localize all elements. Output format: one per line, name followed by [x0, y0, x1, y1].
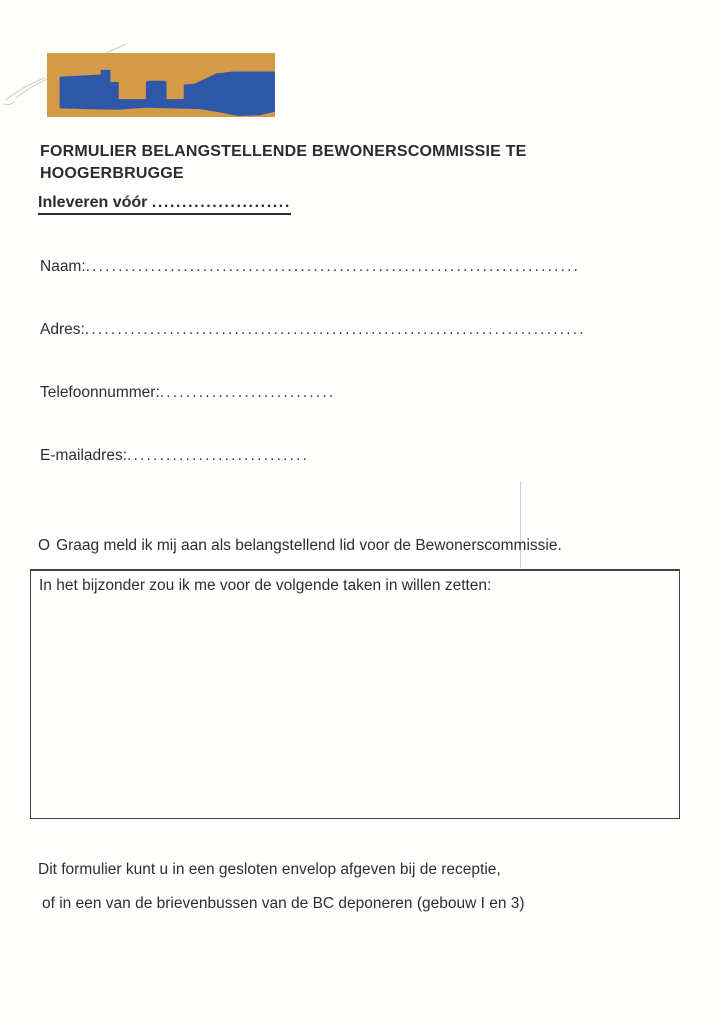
- adres-dotted-line: .............................................................................: [84, 321, 586, 338]
- membership-option-line: [38, 536, 562, 555]
- field-row-naam: [40, 257, 580, 276]
- form-title-line1: FORMULIER BELANGSTELLENDE BEWONERSCOMMISSIE TE: [40, 143, 527, 160]
- naam-dotted-line: ............................................................................: [85, 258, 581, 275]
- membership-option-text: Graag meld ik mij aan als belangstellend lid voor de Bewonerscommissie.: [56, 537, 562, 554]
- telefoonnummer-label: Telefoonnummer:: [40, 384, 160, 401]
- telefoonnummer-dotted-line: ...........................: [159, 384, 336, 401]
- deadline-dotted-line: .......................: [151, 194, 291, 211]
- deadline-line: [38, 193, 291, 215]
- tasks-writein-box: [30, 569, 680, 819]
- footer-instruction-line1: Dit formulier kunt u in een gesloten envelop afgeven bij de receptie,: [38, 861, 501, 878]
- field-row-telefoonnummer: [40, 383, 335, 402]
- form-title: [40, 141, 527, 185]
- field-row-adres: [40, 320, 586, 339]
- footer-instruction-line2: of in een van de brievenbussen van de BC deponeren (gebouw I en 3): [42, 895, 525, 912]
- adres-label: Adres:: [40, 321, 85, 338]
- field-row-emailadres: [40, 446, 309, 465]
- emailadres-dotted-line: ............................: [127, 447, 310, 464]
- form-title-line2: HOOGERBRUGGE: [40, 165, 184, 182]
- emailadres-label: E-mailadres:: [40, 447, 127, 464]
- deadline-label: Inleveren vóór: [38, 194, 152, 211]
- hoogerbrugge-skyline-logo: [47, 53, 275, 117]
- naam-label: Naam:: [40, 258, 86, 275]
- option-circle-marker: O: [38, 537, 51, 554]
- tasks-box-label: In het bijzonder zou ik me voor de volgende taken in willen zetten:: [39, 577, 492, 594]
